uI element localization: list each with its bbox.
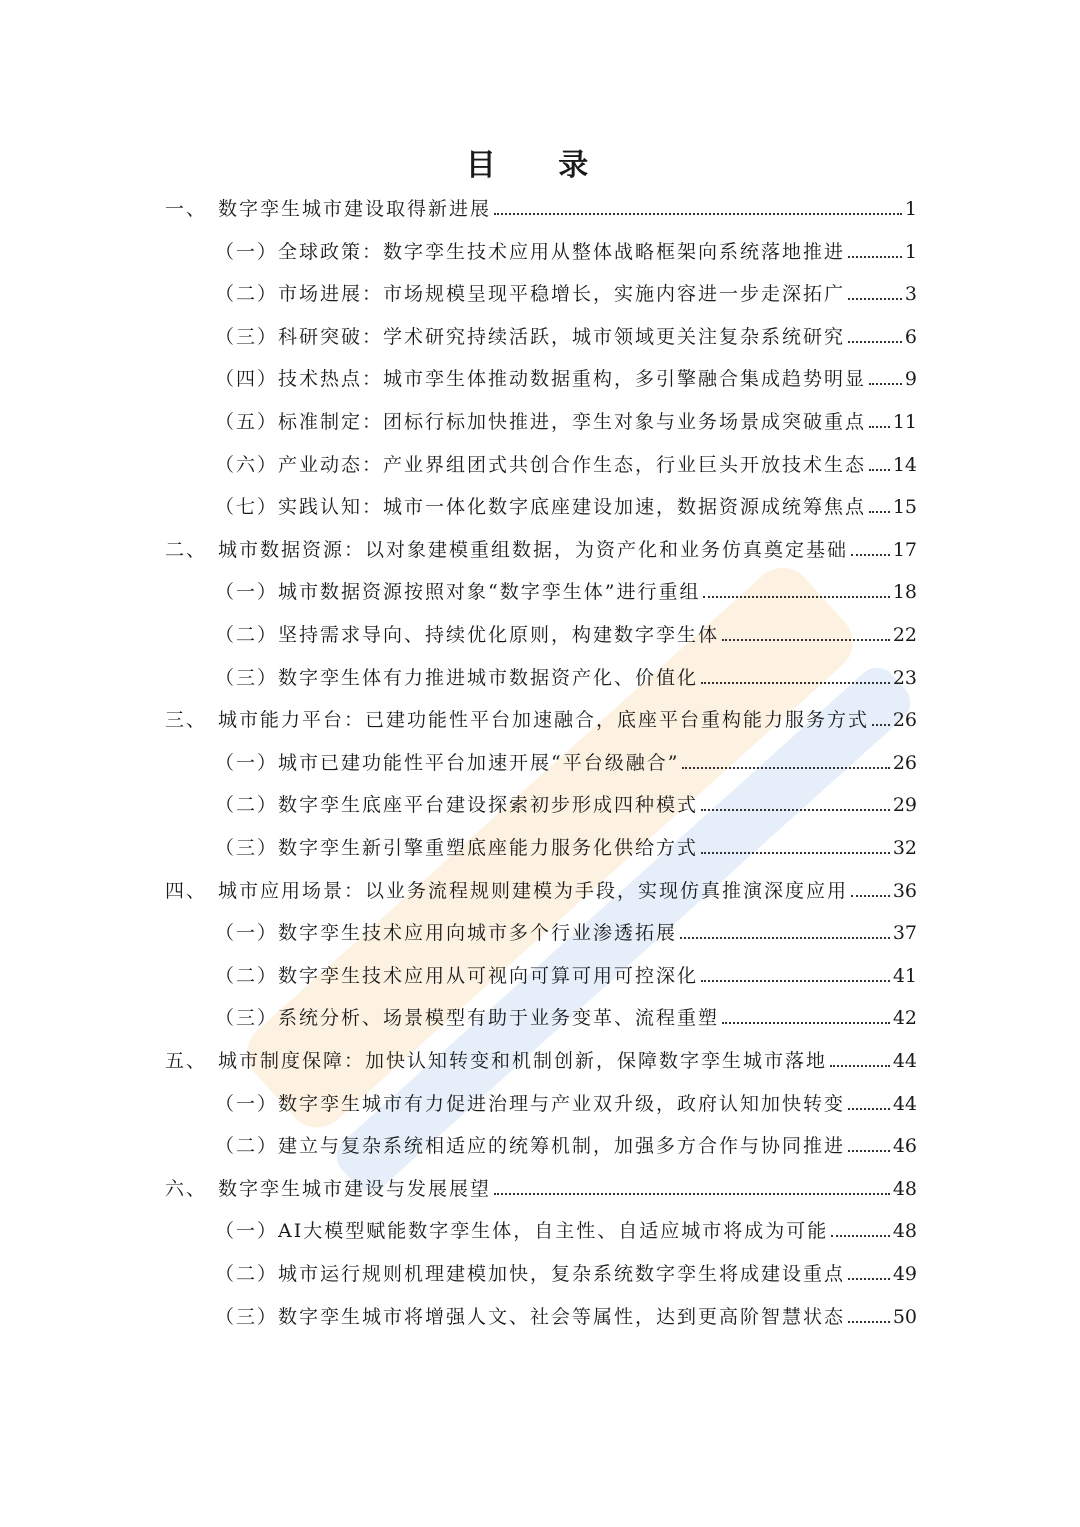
toc-dot-leader [494,1193,890,1195]
toc-section-entry[interactable] [215,1253,917,1295]
toc-entry-number: （一） [215,751,279,774]
toc-page-number: 48 [892,1177,917,1200]
toc-entry-title: 技术热点：城市孪生体推动数据重构，多引擎融合集成趋势明显 [278,368,867,391]
toc-section-entry[interactable] [215,571,917,613]
toc-dot-leader [848,256,902,258]
toc-chapter-entry[interactable] [165,1168,917,1210]
toc-section-entry[interactable] [215,401,917,443]
toc-entry-number: （五） [215,411,279,433]
toc-entry-title: 实践认知：城市一体化数字底座建设加速，数据资源成统筹焦点 [278,496,867,519]
toc-entry-number: （二） [215,1135,279,1158]
toc-page-number: 26 [892,709,917,732]
toc-entry-title: 数字孪生技术应用从可视向可算可用可控深化 [278,964,699,987]
toc-entry-number: （三） [215,666,279,689]
toc-chapter-entry[interactable] [165,529,917,571]
toc-chapter-entry[interactable] [165,1040,917,1082]
toc-page-number: 1 [904,240,917,263]
toc-entry-title: AI大模型赋能数字孪生体，自主性、自适应城市将成为可能 [278,1220,829,1243]
toc-dot-leader [680,937,890,939]
toc-dot-leader [722,1022,890,1024]
toc-entry-title: 数字孪生底座平台建设探索初步形成四种模式 [278,794,699,817]
toc-dot-leader [703,596,889,598]
toc-entry-title: 城市数据资源按照对象“数字孪生体”进行重组 [278,581,701,604]
toc-entry-title: 数字孪生体有力推进城市数据资产化、价值化 [278,666,699,689]
toc-dot-leader [869,511,890,513]
toc-entry-title: 建立与复杂系统相适应的统筹机制，加强多方合作与协同推进 [278,1135,846,1158]
toc-page-number: 50 [892,1305,917,1328]
toc-entry-title: 系统分析、场景模型有助于业务变革、流程重塑 [278,1007,720,1030]
toc-section-entry[interactable] [215,316,917,358]
toc-section-entry[interactable] [215,1083,917,1125]
toc-dot-leader [848,298,902,300]
toc-page-number: 6 [904,325,917,348]
toc-dot-leader [701,682,890,684]
toc-entry-number: （二） [215,1263,279,1285]
toc-section-entry[interactable] [215,1125,917,1167]
toc-entry-number: （二） [215,964,279,987]
toc-entry-number: （一） [215,1220,279,1243]
toc-page-number: 9 [904,368,917,391]
toc-entry-number: （三） [215,325,279,348]
toc-page-number: 42 [892,1007,917,1030]
toc-section-entry[interactable] [215,486,917,528]
toc-dot-leader [869,426,890,428]
toc-entry-title: 城市能力平台：已建功能性平台加速融合，底座平台重构能力服务方式 [218,709,870,732]
toc-section-entry[interactable] [215,912,917,954]
toc-dot-leader [848,1108,890,1110]
toc-entry-number: （一） [215,240,279,263]
toc-section-entry[interactable] [215,955,917,997]
toc-entry-number: （二） [215,624,279,646]
toc-section-entry[interactable] [215,657,917,699]
toc-entry-title: 产业动态：产业界组团式共创合作生态，行业巨头开放技术生态 [278,453,867,476]
toc-dot-leader [848,1150,890,1152]
toc-page-number: 37 [892,922,917,945]
toc-page-number: 11 [892,411,917,433]
toc-chapter-entry[interactable] [165,699,917,741]
toc-entry-number: （三） [215,1007,279,1030]
toc-entry-title: 数字孪生城市建设与发展展望 [218,1177,492,1200]
toc-entry-number: 二、 [165,538,208,561]
toc-page-number: 41 [892,964,917,987]
toc-entry-title: 标准制定：团标行标加快推进，孪生对象与业务场景成突破重点 [278,411,867,433]
toc-entry-title: 城市应用场景：以业务流程规则建模为手段，实现仿真推演深度应用 [218,879,849,902]
toc-dot-leader [848,1278,890,1280]
toc-page-number: 49 [892,1263,917,1285]
toc-page-number: 17 [892,538,917,561]
toc-entry-title: 数字孪生城市将增强人文、社会等属性，达到更高阶智慧状态 [278,1305,846,1328]
toc-entry-number: （一） [215,581,279,604]
toc-entry-title: 数字孪生新引擎重塑底座能力服务化供给方式 [278,837,699,859]
toc-dot-leader [872,724,890,726]
toc-section-entry[interactable] [215,997,917,1039]
toc-dot-leader [722,639,890,641]
toc-dot-leader [830,1065,890,1067]
toc-entry-title: 坚持需求导向、持续优化原则，构建数字孪生体 [278,624,720,646]
toc-entry-title: 数字孪生城市有力促进治理与产业双升级，政府认知加快转变 [278,1092,846,1115]
toc-page-number: 1 [904,198,917,220]
toc-dot-leader [831,1235,890,1237]
toc-entry-number: 一、 [165,198,208,220]
toc-entry-title: 城市制度保障：加快认知转变和机制创新，保障数字孪生城市落地 [218,1050,828,1072]
toc-entry-title: 城市运行规则机理建模加快，复杂系统数字孪生将成建设重点 [278,1263,846,1285]
toc-entry-number: 四、 [165,879,208,902]
toc-entry-number: （二） [215,283,279,306]
toc-entry-title: 城市数据资源：以对象建模重组数据，为资产化和业务仿真奠定基础 [218,538,849,561]
toc-dot-leader [701,852,890,854]
toc-page-number: 44 [892,1050,917,1072]
toc-chapter-entry[interactable] [165,870,917,912]
toc-entry-title: 科研突破：学术研究持续活跃，城市领域更关注复杂系统研究 [278,325,846,348]
toc-page-number: 3 [904,283,917,306]
toc-page-number: 32 [892,837,917,859]
toc-entry-number: 五、 [165,1050,208,1072]
toc-entry-number: （四） [215,368,279,391]
toc-dot-leader [848,341,902,343]
toc-dot-leader [869,469,890,471]
toc-section-entry[interactable] [215,742,917,784]
toc-entry-number: （六） [215,453,279,476]
toc-page-number: 46 [892,1135,917,1158]
toc-entry-number: 三、 [165,709,208,732]
toc-dot-leader [851,895,890,897]
toc-section-entry[interactable] [215,273,917,315]
toc-section-entry[interactable] [215,784,917,826]
toc-section-entry[interactable] [215,231,917,273]
toc-entry-number: （七） [215,496,279,519]
toc-page-number: 48 [892,1220,917,1243]
toc-page-number: 18 [892,581,917,604]
toc-page-number: 29 [892,794,917,817]
toc-section-entry[interactable] [215,1296,917,1338]
toc-page-number: 23 [892,666,917,689]
toc-entry-number: （一） [215,922,279,945]
toc-dot-leader [869,383,902,385]
toc-entry-title: 数字孪生城市建设取得新进展 [218,198,492,220]
toc-section-entry[interactable] [215,444,917,486]
toc-entry-number: （三） [215,837,279,859]
toc-page-number: 44 [892,1092,917,1115]
toc-section-entry[interactable] [215,614,917,656]
toc-section-entry[interactable] [215,827,917,869]
toc-entry-number: （一） [215,1092,279,1115]
toc-dot-leader [701,809,890,811]
toc-page-number: 15 [892,496,917,519]
toc-page-number: 22 [892,624,917,646]
toc-section-entry[interactable] [215,1210,917,1252]
toc-page-number: 14 [892,453,917,476]
toc-dot-leader [682,767,889,769]
toc-dot-leader [494,213,902,215]
toc-entry-number: （三） [215,1305,279,1328]
toc-dot-leader [851,554,890,556]
toc-entry-title: 市场进展：市场规模呈现平稳增长，实施内容进一步走深拓广 [278,283,846,306]
toc-dot-leader [701,980,890,982]
toc-entry-number: 六、 [165,1177,208,1200]
toc-page-number: 36 [892,879,917,902]
toc-entry-number: （二） [215,794,279,817]
toc-section-entry[interactable] [215,358,917,400]
toc-page-number: 26 [892,751,917,774]
toc-entry-title: 数字孪生技术应用向城市多个行业渗透拓展 [278,922,678,945]
toc-chapter-entry[interactable] [165,188,917,230]
toc-dot-leader [848,1321,890,1323]
toc-entry-title: 全球政策：数字孪生技术应用从整体战略框架向系统落地推进 [278,240,846,263]
toc-entry-title: 城市已建功能性平台加速开展“平台级融合” [278,751,680,774]
page-title: 目 录 [465,148,615,183]
